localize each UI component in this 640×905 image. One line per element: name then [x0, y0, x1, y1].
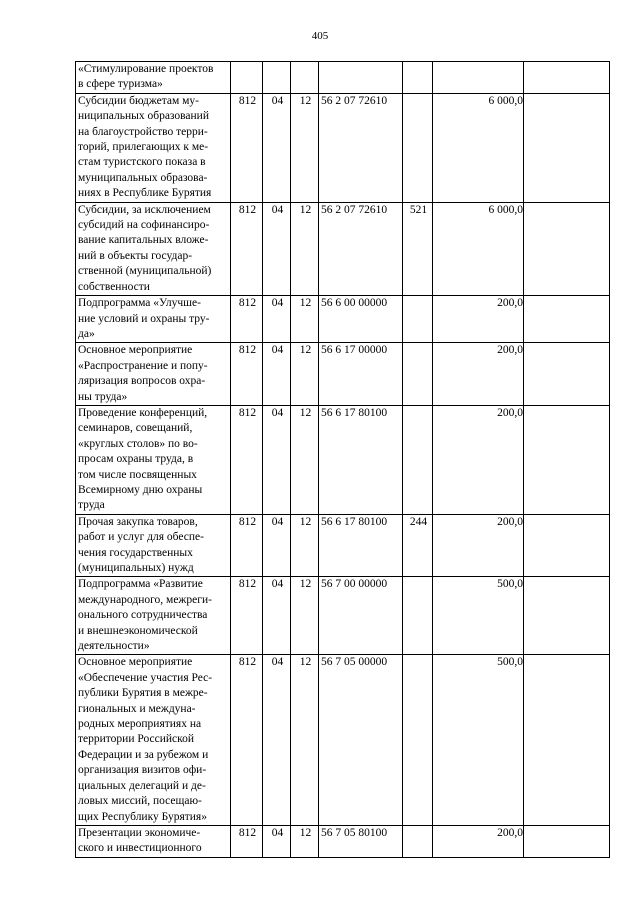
subsection-code-cell: 12	[291, 296, 319, 343]
target-article-cell: 56 6 17 80100	[319, 405, 403, 514]
expense-type-cell	[403, 825, 433, 857]
ministry-code-cell	[231, 62, 263, 94]
item-name-line: «Стимулирование проектов	[78, 63, 214, 75]
item-name-line: щих Республику Бурятия»	[78, 810, 207, 823]
item-name-cell	[76, 202, 231, 295]
section-code-cell: 04	[263, 202, 291, 295]
amount-extra-cell	[524, 405, 610, 514]
item-name-cell	[76, 343, 231, 406]
target-article-cell	[319, 62, 403, 94]
item-name-line: «круглых столов» по во-	[78, 437, 198, 450]
item-name-line: просам охраны труда, в	[78, 453, 194, 466]
item-name-line: том числе посвященных	[78, 468, 197, 481]
amount-cell: 200,0	[433, 296, 524, 343]
item-name-line: ляризация вопросов охра-	[78, 375, 206, 388]
section-code-cell: 04	[263, 343, 291, 406]
item-name-line: Федерации и за рубежом и	[78, 748, 209, 761]
subsection-code-cell: 12	[291, 202, 319, 295]
item-name-cell	[76, 296, 231, 343]
table-row	[76, 577, 610, 655]
ministry-code-cell: 812	[231, 296, 263, 343]
item-name-line: (муниципальных) нужд	[78, 562, 194, 574]
amount-cell: 200,0	[433, 405, 524, 514]
amount-extra-cell	[524, 93, 610, 202]
target-article-cell: 56 6 17 80100	[319, 514, 403, 577]
item-name-line: ственной (муниципальной)	[78, 265, 212, 278]
item-name-line: Презентации экономиче-	[78, 826, 201, 839]
expense-type-cell	[403, 93, 433, 202]
expense-type-cell	[403, 655, 433, 825]
table-row	[76, 514, 610, 577]
expense-type-cell: 244	[403, 514, 433, 577]
item-name-line: Проведение конференций,	[78, 406, 208, 419]
item-name-line: стам туристского показа в	[78, 156, 206, 169]
amount-cell	[433, 62, 524, 94]
item-name-line: территории Российской	[78, 733, 195, 746]
item-name-line: Всемирному дню охраны	[78, 483, 203, 496]
subsection-code-cell: 12	[291, 577, 319, 655]
item-name-line: публики Бурятия в межре-	[78, 687, 208, 700]
ministry-code-cell: 812	[231, 514, 263, 577]
table-row	[76, 343, 610, 406]
ministry-code-cell: 812	[231, 405, 263, 514]
item-name-cell	[76, 514, 231, 577]
item-name-line: онального сотрудничества	[78, 609, 208, 622]
page-number: 405	[311, 30, 329, 42]
item-name-cell	[76, 93, 231, 202]
expense-type-cell	[403, 577, 433, 655]
item-name-line: в сфере туризма»	[78, 78, 163, 91]
item-name-line: собственности	[78, 280, 150, 293]
item-name-line: чения государственных	[78, 546, 193, 559]
item-name-line: Основное мероприятие	[78, 344, 193, 357]
amount-cell: 200,0	[433, 343, 524, 406]
amount-extra-cell	[524, 62, 610, 94]
item-name-line: муниципальных образова-	[78, 171, 208, 184]
table-body	[76, 62, 610, 858]
item-name-line: организация визитов офи-	[78, 764, 207, 777]
amount-extra-cell	[524, 655, 610, 825]
item-name-line: семинаров, совещаний,	[78, 422, 193, 435]
amount-cell: 200,0	[433, 514, 524, 577]
item-name-line: Прочая закупка товаров,	[78, 515, 198, 528]
section-code-cell: 04	[263, 655, 291, 825]
item-name-line: на благоустройство терри-	[78, 125, 208, 138]
item-name-line: гиональных и междуна-	[78, 702, 196, 715]
item-name-line: циальных делегаций и де-	[78, 779, 206, 792]
item-name-line: Субсидии бюджетам му-	[78, 94, 200, 107]
ministry-code-cell: 812	[231, 343, 263, 406]
item-name-line: «Распространение и попу-	[78, 359, 208, 372]
item-name-line: ний в объекты государ-	[78, 249, 193, 262]
expense-type-cell: 521	[403, 202, 433, 295]
target-article-cell: 56 7 00 00000	[319, 577, 403, 655]
expense-type-cell	[403, 62, 433, 94]
table-row	[76, 405, 610, 514]
item-name-cell	[76, 405, 231, 514]
item-name-cell	[76, 825, 231, 857]
amount-extra-cell	[524, 296, 610, 343]
item-name-line: вание капитальных вложе-	[78, 234, 209, 247]
item-name-line: и внешнеэкономической	[78, 624, 198, 637]
amount-cell: 500,0	[433, 577, 524, 655]
target-article-cell: 56 6 00 00000	[319, 296, 403, 343]
item-name-line: ского и инвестиционного	[78, 842, 202, 855]
subsection-code-cell: 12	[291, 655, 319, 825]
amount-cell: 6 000,0	[433, 93, 524, 202]
ministry-code-cell: 812	[231, 825, 263, 857]
item-name-line: международного, межреги-	[78, 593, 212, 606]
section-code-cell: 04	[263, 93, 291, 202]
ministry-code-cell: 812	[231, 577, 263, 655]
target-article-cell: 56 6 17 00000	[319, 343, 403, 406]
subsection-code-cell: 12	[291, 825, 319, 857]
budget-table	[75, 61, 610, 858]
amount-cell: 200,0	[433, 825, 524, 857]
item-name-cell	[76, 62, 231, 94]
item-name-line: родных мероприятиях на	[78, 718, 202, 731]
amount-extra-cell	[524, 202, 610, 295]
section-code-cell	[263, 62, 291, 94]
amount-cell: 6 000,0	[433, 202, 524, 295]
item-name-line: Подпрограмма «Развитие	[78, 578, 203, 591]
item-name-line: ны труда»	[78, 390, 128, 403]
table-row	[76, 93, 610, 202]
item-name-line: ниципальных образований	[78, 110, 209, 123]
subsection-code-cell: 12	[291, 405, 319, 514]
item-name-line: ние условий и охраны тру-	[78, 312, 210, 325]
section-code-cell: 04	[263, 296, 291, 343]
subsection-code-cell: 12	[291, 343, 319, 406]
item-name-line: деятельности»	[78, 640, 150, 653]
section-code-cell: 04	[263, 577, 291, 655]
ministry-code-cell: 812	[231, 655, 263, 825]
item-name-line: ниях в Республике Бурятия	[78, 187, 212, 200]
item-name-line: Основное мероприятие	[78, 656, 193, 669]
ministry-code-cell: 812	[231, 93, 263, 202]
amount-cell: 500,0	[433, 655, 524, 825]
item-name-line: субсидий на софинансиро-	[78, 219, 210, 232]
expense-type-cell	[403, 296, 433, 343]
amount-extra-cell	[524, 514, 610, 577]
item-name-cell	[76, 577, 231, 655]
table-row	[76, 62, 610, 94]
amount-extra-cell	[524, 343, 610, 406]
target-article-cell: 56 7 05 00000	[319, 655, 403, 825]
item-name-line: ловых миссий, посещаю-	[78, 795, 202, 808]
item-name-cell	[76, 655, 231, 825]
item-name-line: «Обеспечение участия Рес-	[78, 671, 213, 684]
table-row	[76, 296, 610, 343]
item-name-line: труда	[78, 499, 105, 512]
subsection-code-cell	[291, 62, 319, 94]
item-name-line: работ и услуг для обеспе-	[78, 531, 204, 544]
subsection-code-cell: 12	[291, 514, 319, 577]
amount-extra-cell	[524, 825, 610, 857]
table-row	[76, 655, 610, 825]
section-code-cell: 04	[263, 405, 291, 514]
target-article-cell: 56 7 05 80100	[319, 825, 403, 857]
subsection-code-cell: 12	[291, 93, 319, 202]
target-article-cell: 56 2 07 72610	[319, 93, 403, 202]
amount-extra-cell	[524, 577, 610, 655]
expense-type-cell	[403, 405, 433, 514]
table-row	[76, 202, 610, 295]
item-name-line: торий, прилегающих к ме-	[78, 141, 209, 154]
table-row	[76, 825, 610, 857]
section-code-cell: 04	[263, 825, 291, 857]
item-name-line: Подпрограмма «Улучше-	[78, 297, 201, 310]
section-code-cell: 04	[263, 514, 291, 577]
item-name-line: Субсидии, за исключением	[78, 203, 211, 216]
item-name-line: да»	[78, 327, 95, 340]
ministry-code-cell: 812	[231, 202, 263, 295]
expense-type-cell	[403, 343, 433, 406]
target-article-cell: 56 2 07 72610	[319, 202, 403, 295]
